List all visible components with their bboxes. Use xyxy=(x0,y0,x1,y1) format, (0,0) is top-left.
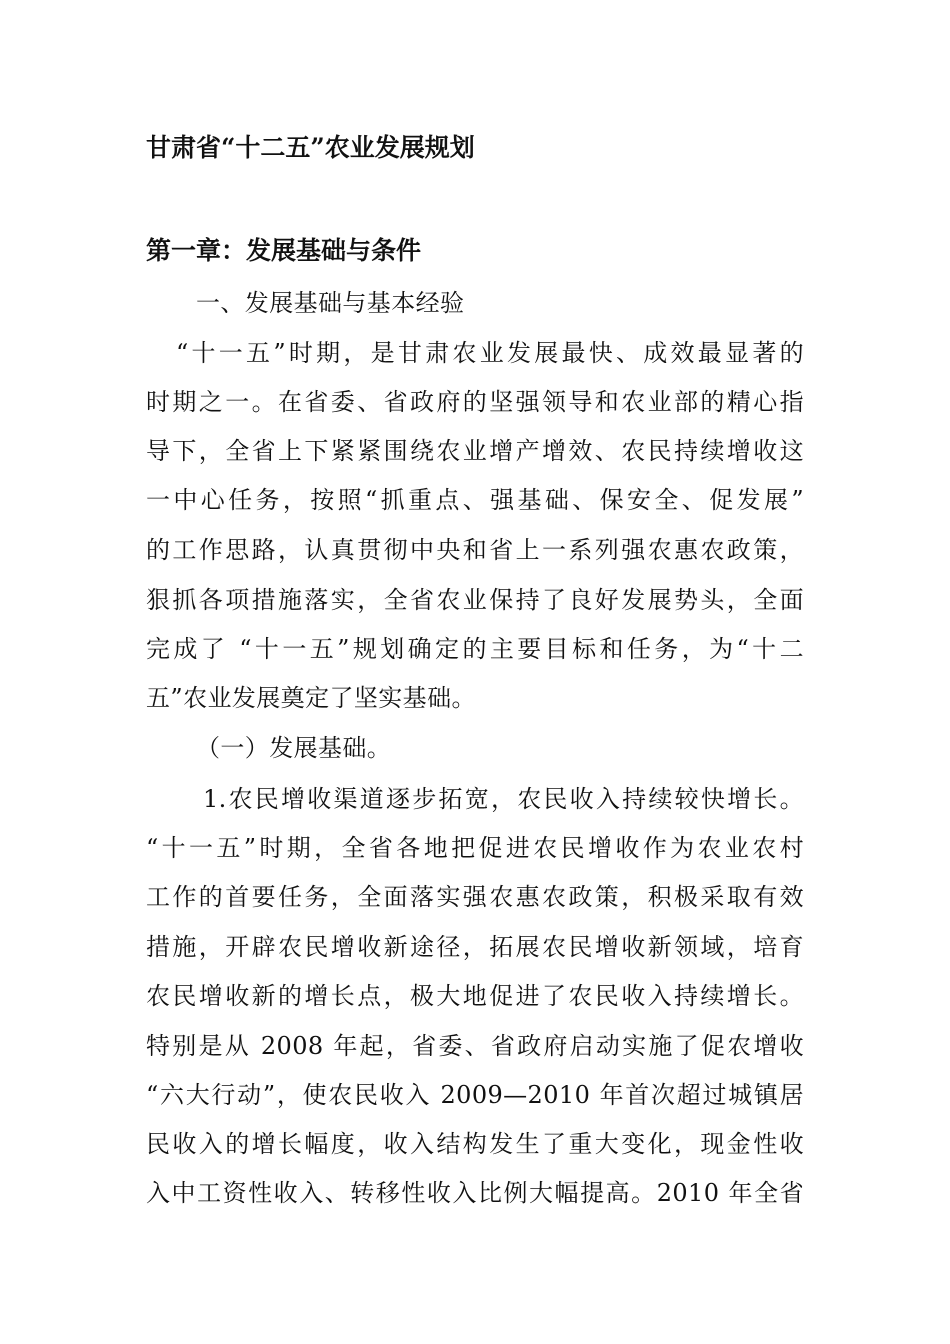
section-heading: 一、发展基础与基本经验 xyxy=(196,289,465,317)
document-title: 甘肃省“十二五”农业发展规划 xyxy=(146,133,475,162)
paragraph-line: “十一五”时期，是甘肃农业发展最快、成效最显著的 xyxy=(176,339,804,367)
paragraph-line: 入中工资性收入、转移性收入比例大幅提高。2010 年全省 xyxy=(146,1179,804,1207)
paragraph-line: “十一五”时期，全省各地把促进农民增收作为农业农村 xyxy=(146,834,804,862)
paragraph-line: “六大行动”，使农民收入 2009—2010 年首次超过城镇居 xyxy=(146,1081,804,1109)
paragraph-line: 完成了 “十一五”规划确定的主要目标和任务，为“十二 xyxy=(146,635,804,663)
paragraph-line: 1.农民增收渠道逐步拓宽，农民收入持续较快增长。 xyxy=(203,785,804,813)
paragraph-line: 特别是从 2008 年起，省委、省政府启动实施了促农增收 xyxy=(146,1032,804,1060)
paragraph-line: 导下，全省上下紧紧围绕农业增产增效、农民持续增收这 xyxy=(146,437,804,465)
paragraph-line: 一中心任务，按照“抓重点、强基础、保安全、促发展” xyxy=(146,486,804,514)
paragraph-line: 狠抓各项措施落实，全省农业保持了良好发展势头，全面 xyxy=(146,586,804,614)
paragraph-line: 农民增收新的增长点，极大地促进了农民收入持续增长。 xyxy=(146,982,804,1010)
chapter-heading: 第一章：发展基础与条件 xyxy=(146,236,422,265)
paragraph-line: 的工作思路，认真贯彻中央和省上一系列强农惠农政策， xyxy=(146,536,804,564)
subsection-heading: （一）发展基础。 xyxy=(196,734,392,762)
paragraph-line: 时期之一。在省委、省政府的坚强领导和农业部的精心指 xyxy=(146,388,804,416)
paragraph-line: 民收入的增长幅度，收入结构发生了重大变化，现金性收 xyxy=(146,1130,804,1158)
paragraph-line: 工作的首要任务，全面落实强农惠农政策，积极采取有效 xyxy=(146,883,804,911)
paragraph-line: 措施，开辟农民增收新途径，拓展农民增收新领域，培育 xyxy=(146,933,804,961)
paragraph-line: 五”农业发展奠定了坚实基础。 xyxy=(146,684,476,712)
